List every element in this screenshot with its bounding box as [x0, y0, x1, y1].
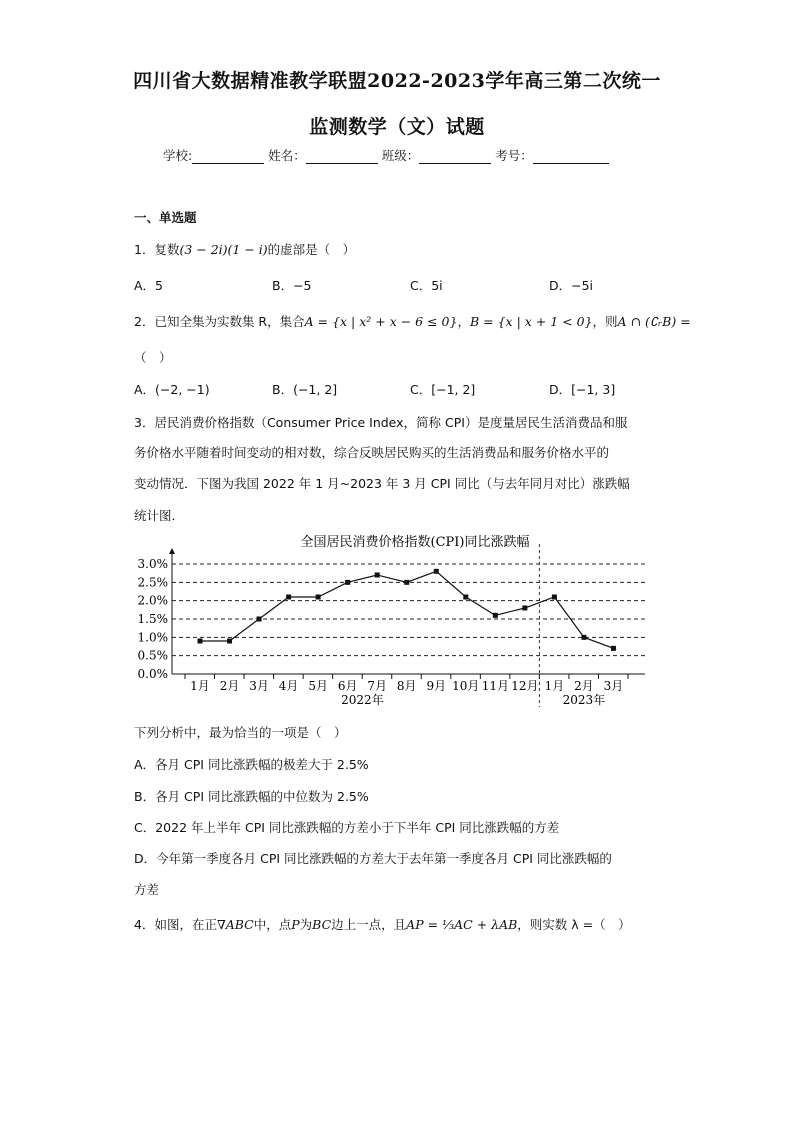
q2-sep: ， [457, 314, 470, 329]
data-point [316, 595, 321, 600]
q4-point-p: P [291, 917, 300, 932]
class-label: 班级： [381, 148, 420, 163]
cpi-line-chart [130, 532, 650, 712]
q1-option-d[interactable]: D．−5i [549, 278, 594, 293]
q3-option-c[interactable]: C．2022 年上半年 CPI 同比涨跌幅的方差小于下半年 CPI 同比涨跌幅的方差 [134, 820, 560, 835]
data-point [522, 606, 527, 611]
x-tick-label: 1月 [190, 679, 210, 693]
q4-vector-equation: AP = ⅓AC + λAB [406, 917, 518, 932]
q2-option-a[interactable]: A．(−2, −1) [134, 382, 210, 397]
school-blank[interactable] [192, 149, 264, 164]
year-label-2022: 2022年 [341, 693, 384, 707]
q3-para-line1: 3．居民消费价格指数（Consumer Price Index，简称 CPI）是度量居民生活消费品和服 [134, 415, 628, 430]
q2-option-c[interactable]: C．[−1, 2] [410, 382, 476, 397]
y-tick-label: 2.5% [137, 575, 168, 590]
q4-suffix: ，则实数 λ =（ ） [517, 917, 631, 932]
x-tick-label: 7月 [367, 679, 388, 693]
x-tick-label: 4月 [278, 679, 299, 693]
x-tick-label: 11月 [481, 679, 509, 693]
data-point [257, 617, 262, 622]
q1-prefix: 1．复数 [134, 242, 180, 257]
data-point [345, 580, 350, 585]
data-point [611, 646, 616, 651]
q2-paren: （ ） [134, 350, 172, 365]
q4-prefix: 4．如图，在正 [134, 917, 217, 932]
x-tick-label: 3月 [603, 679, 624, 693]
y-tick-label: 0.5% [137, 648, 168, 663]
number-blank[interactable] [533, 149, 609, 164]
q3-option-d-line2: 方差 [134, 882, 160, 897]
x-tick-label: 12月 [511, 679, 539, 693]
question-1-stem [134, 240, 355, 258]
section-heading-single-choice: 一、单选题 [134, 210, 197, 225]
q4-mid1: 中，点 [253, 917, 292, 932]
q3-para-line4: 统计图． [134, 508, 185, 523]
q4-side-bc: BC [312, 917, 332, 932]
y-tick-label: 2.0% [137, 593, 168, 608]
question-2-stem [134, 312, 691, 330]
q3-ask: 下列分析中，最为恰当的一项是（ ） [134, 725, 347, 740]
class-blank[interactable] [419, 149, 491, 164]
x-tick-label: 2月 [219, 679, 240, 693]
q1-option-a[interactable]: A．5 [134, 278, 164, 293]
data-point [581, 635, 586, 640]
question-4-stem [134, 915, 631, 933]
q2-suffix: ，则 [592, 314, 618, 329]
exam-title-line2: 监测数学（文）试题 [309, 116, 485, 138]
q4-mid2: 为 [299, 917, 313, 932]
x-tick-label: 9月 [426, 679, 447, 693]
q1-option-b[interactable]: B．−5 [272, 278, 312, 293]
data-point [434, 569, 439, 574]
data-point [493, 613, 498, 618]
q4-mid3: 边上一点，且 [331, 917, 407, 932]
y-tick-label: 3.0% [137, 557, 168, 571]
x-tick-label: 3月 [249, 679, 269, 693]
y-tick-label: 1.0% [137, 630, 168, 645]
x-tick-label: 2月 [574, 679, 594, 693]
q2-prefix: 2．已知全集为实数集 R，集合 [134, 314, 305, 329]
data-point [198, 639, 203, 644]
x-tick-label: 8月 [396, 679, 417, 693]
q3-para-line2: 务价格水平随着时间变动的相对数，综合反映居民购买的生活消费品和服务价格水平的 [134, 445, 610, 460]
data-point [375, 573, 380, 578]
number-label: 考号： [495, 148, 533, 163]
q3-para-line3: 变动情况．下图为我国 2022 年 1 月~2023 年 3 月 CPI 同比（与去年同月对比）涨跌幅 [134, 476, 630, 491]
data-point [552, 595, 557, 600]
x-tick-label: 6月 [337, 679, 358, 693]
q2-option-b[interactable]: B．(−1, 2] [272, 382, 338, 397]
student-info-row [163, 146, 609, 164]
q2-set-b: B = {x | x + 1 < 0} [469, 314, 593, 329]
data-point [404, 580, 409, 585]
year-label-2023: 2023年 [562, 693, 606, 707]
exam-title-line1: 四川省大数据精准教学联盟2022-2023学年高三第二次统一 [133, 70, 661, 92]
q3-option-d-line1[interactable]: D．今年第一季度各月 CPI 同比涨跌幅的方差大于去年第一季度各月 CPI 同比涨跌幅的 [134, 851, 612, 866]
q3-option-a[interactable]: A．各月 CPI 同比涨跌幅的极差大于 2.5% [134, 757, 369, 772]
school-label: 学校: [163, 148, 193, 163]
data-point [286, 595, 291, 600]
y-axis-arrow [169, 548, 175, 554]
q2-expr: A ∩ (∁ᵣB) = [617, 314, 691, 329]
q3-option-b[interactable]: B．各月 CPI 同比涨跌幅的中位数为 2.5% [134, 789, 369, 804]
name-blank[interactable] [306, 149, 378, 164]
q4-triangle: ∇ABC [216, 917, 254, 932]
name-label: 姓名： [268, 148, 306, 163]
q1-math: (3 − 2i)(1 − i) [179, 242, 268, 257]
y-tick-label: 1.5% [137, 612, 168, 626]
chart-title: 全国居民消费价格指数(CPI)同比涨跌幅 [300, 535, 530, 550]
q2-set-a: A = {x | x² + x − 6 ≤ 0} [304, 314, 458, 329]
cpi-chart-svg [130, 532, 650, 712]
q2-option-d[interactable]: D．[−1, 3] [549, 382, 616, 397]
data-point [463, 595, 468, 600]
q1-option-c[interactable]: C．5i [410, 278, 443, 293]
x-tick-label: 5月 [308, 679, 328, 693]
q1-suffix: 的虚部是（ ） [267, 242, 356, 257]
y-tick-label: 0.0% [137, 667, 168, 681]
x-tick-label: 10月 [452, 679, 480, 693]
x-tick-label: 1月 [544, 679, 565, 693]
data-point [227, 639, 232, 644]
